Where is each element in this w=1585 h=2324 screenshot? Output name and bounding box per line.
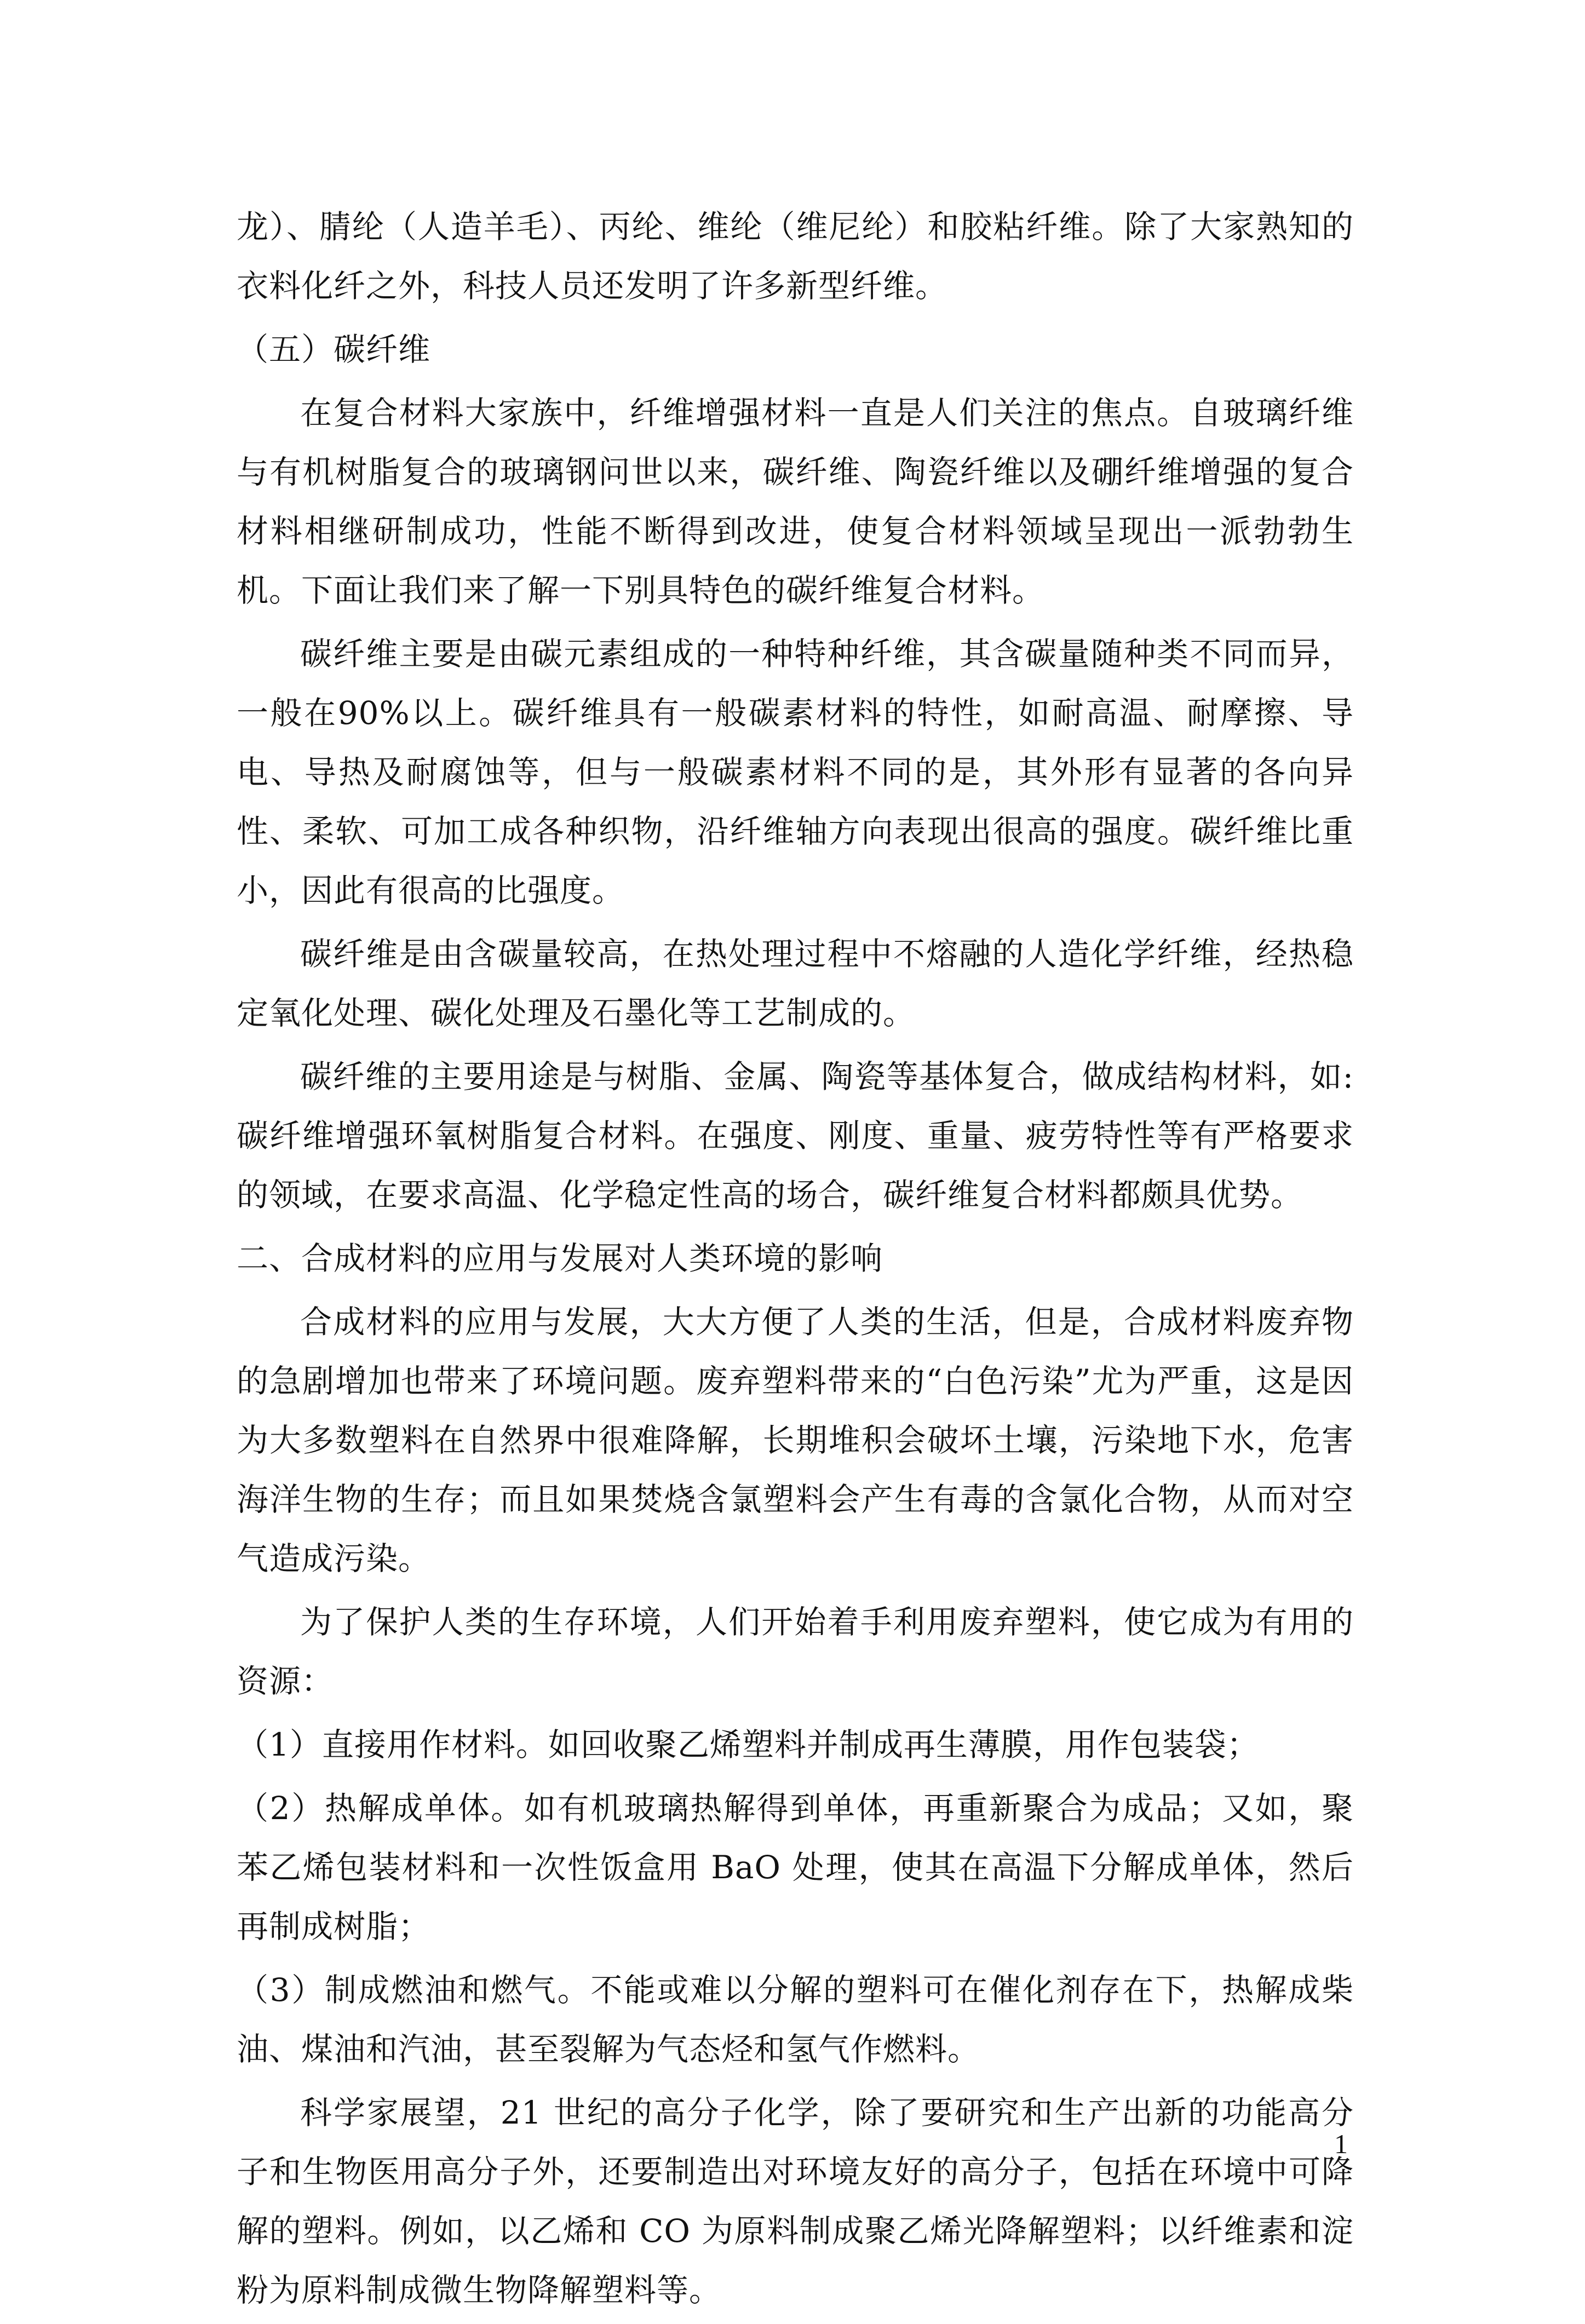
paragraph-white-pollution: 合成材料的应用与发展，大大方便了人类的生活，但是，合成材料废弃物的急剧增加也带来了环境问题。废弃塑料带来的“白色污染”尤为严重，这是因为大多数塑料在自然界中很难降解，长期堆积会破坏土壤，污染地下水，危害海洋生物的生存；而且如果焚烧含氯塑料会产生有毒的含氯化合物，从而对空气造成污染。 [237, 1303, 1354, 1577]
paragraph-fiber-types-continued: 龙）、腈纶（人造羊毛）、丙纶、维纶（维尼纶）和胶粘纤维。除了大家熟知的衣料化纤之外，科技人员还发明了许多新型纤维。 [237, 208, 1354, 304]
list-item-fuel-gas: （3）制成燃油和燃气。不能或难以分解的塑料可在催化剂存在下，热解成柴油、煤油和汽油，甚至裂解为气态烃和氢气作燃料。 [237, 1971, 1354, 2068]
paragraph-composite-intro: 在复合材料大家族中，纤维增强材料一直是人们关注的焦点。自玻璃纤维与有机树脂复合的玻璃钢问世以来，碳纤维、陶瓷纤维以及硼纤维增强的复合材料相继研制成功，性能不断得到改进，使复合材料领域呈现出一派勃勃生机。下面让我们来了解一下别具特色的碳纤维复合材料。 [237, 394, 1354, 609]
section-heading-environment: 二、合成材料的应用与发展对人类环境的影响 [237, 1240, 883, 1277]
page-number: 1 [1334, 2129, 1348, 2159]
list-item-reuse-material: （1）直接用作材料。如回收聚乙烯塑料并制成再生薄膜，用作包装袋； [237, 1726, 1259, 1763]
paragraph-carbon-fiber-uses: 碳纤维的主要用途是与树脂、金属、陶瓷等基体复合，做成结构材料，如:碳纤维增强环氧树脂复合材料。在强度、刚度、重量、疲劳特性等有严格要求的领域，在要求高温、化学稳定性高的场合，碳纤维复合材料都颇具优势。 [237, 1058, 1354, 1213]
paragraph-recycling-intro: 为了保护人类的生存环境，人们开始着手利用废弃塑料，使它成为有用的资源： [237, 1603, 1354, 1700]
list-item-pyrolysis-monomer: （2）热解成单体。如有机玻璃热解得到单体，再重新聚合为成品；又如，聚苯乙烯包装材料和一次性饭盒用 BaO 处理，使其在高温下分解成单体，然后再制成树脂； [237, 1790, 1354, 1945]
paragraph-future-outlook: 科学家展望，21 世纪的高分子化学，除了要研究和生产出新的功能高分子和生物医用高分子外，还要制造出对环境友好的高分子，包括在环境中可降解的塑料。例如，以乙烯和 CO 为原料制成聚乙烯光降解塑料；以纤维素和淀粉为原料制成微生物降解塑料等。 [237, 2094, 1354, 2309]
paragraph-carbon-fiber-properties: 碳纤维主要是由碳元素组成的一种特种纤维，其含碳量随种类不同而异，一般在90%以上。碳纤维具有一般碳素材料的特性，如耐高温、耐摩擦、导电、导热及耐腐蚀等，但与一般碳素材料不同的是，其外形有显著的各向异性、柔软、可加工成各种织物，沿纤维轴方向表现出很高的强度。碳纤维比重小，因此有很高的比强度。 [237, 635, 1354, 909]
page-body [237, 197, 1354, 2324]
paragraph-carbon-fiber-manufacture: 碳纤维是由含碳量较高，在热处理过程中不熔融的人造化学纤维，经热稳定氧化处理、碳化处理及石墨化等工艺制成的。 [237, 935, 1354, 1032]
section-heading-carbon-fiber: （五）碳纤维 [237, 331, 431, 368]
